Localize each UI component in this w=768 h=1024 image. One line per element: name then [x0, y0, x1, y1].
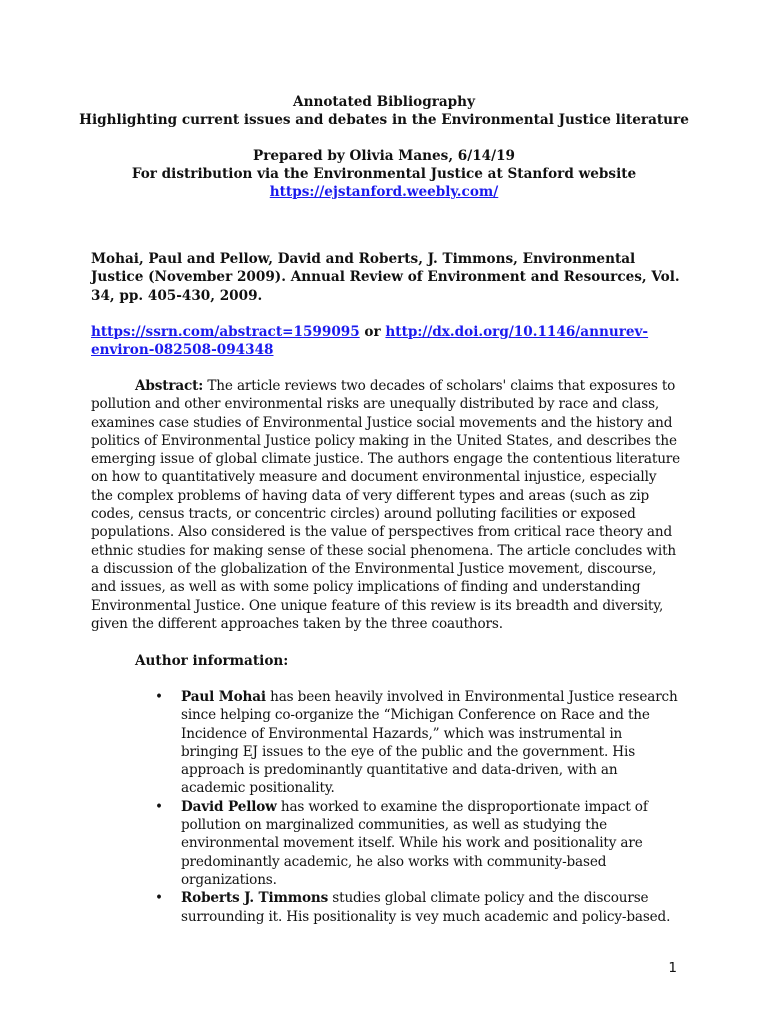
author-name: David Pellow	[181, 798, 277, 815]
bullet-icon: •	[155, 890, 163, 907]
citation: Mohai, Paul and Pellow, David and Roberts, J. Timmons, Environmental Justice (November 2009). Annual Review of Environment and Resources, Vol. 34, pp. 405-430, 2009.	[91, 251, 680, 304]
or-separator: or	[359, 324, 386, 340]
distribution-line: For distribution via the Environmental Justice at Stanford website	[131, 166, 637, 182]
page-number: 1	[668, 960, 677, 976]
author-info-heading: Author information:	[135, 653, 289, 669]
abstract-label: Abstract:	[135, 378, 204, 394]
author-name: Roberts J. Timmons	[181, 890, 329, 907]
ssrn-link[interactable]: https://ssrn.com/abstract=1599095	[91, 324, 360, 340]
author-name: Paul Mohai	[181, 689, 266, 705]
author-description: has worked to examine the disproportionate impact of pollution on marginalized communities, as well as studying the environmental movement itself. While his work and positionality are predominantly academic, he also works with community-based organizations.	[181, 798, 648, 888]
document-title: Annotated Bibliography	[293, 94, 475, 110]
abstract-paragraph	[91, 377, 681, 633]
document-header	[0, 93, 768, 201]
citation-links	[91, 323, 681, 360]
author-list	[155, 688, 681, 926]
abstract-text: The article reviews two decades of scholars' claims that exposures to pollution and other environmental risks are unequally distributed by race and class, examines case studies of Environmental Justice social movements and the history and politics of Environmental Justice policy making in the United States, and describes the emerging issue of global climate justice. The authors engage the contentious literature on how to quantitatively measure and document environmental injustice, especially the complex problems of having data of very different types and areas (such as zip codes, census tracts, or concentric circles) around polluting facilities or exposed populations. Also considered is the value of perspectives from critical race theory and ethnic studies for making sense of these social phenomena. The article concludes with a discussion of the globalization of the Environmental Justice movement, discourse, and issues, as well as with some policy implications of finding and understanding Environmental Justice. One unique feature of this review is its breadth and diversity, given the different approaches taken by the three coauthors.	[91, 378, 681, 632]
author-description: has been heavily involved in Environmental Justice research since helping co-organize the “Michigan Conference on Race and the Incidence of Environmental Hazards,” which was instrumental in bringing EJ issues to the eye of the public and the government. His approach is predominantly quantitative and data-driven, with an academic positionality.	[181, 689, 678, 797]
list-item	[155, 688, 681, 798]
document-subtitle: Highlighting current issues and debates in the Environmental Justice literature	[79, 112, 689, 128]
bullet-icon: •	[155, 689, 163, 705]
prepared-by-line: Prepared by Olivia Manes, 6/14/19	[252, 148, 516, 164]
doi-link[interactable]: http://dx.doi.org/10.1146/annurev-environ-082508-094348	[91, 324, 649, 359]
author-description: studies global climate policy and the discourse surrounding it. His positionality is vey much academic and policy-based.	[181, 890, 671, 925]
list-item	[155, 889, 681, 926]
list-item	[155, 798, 681, 889]
bullet-icon: •	[155, 798, 163, 815]
website-link[interactable]: https://ejstanford.weebly.com/	[269, 184, 499, 200]
